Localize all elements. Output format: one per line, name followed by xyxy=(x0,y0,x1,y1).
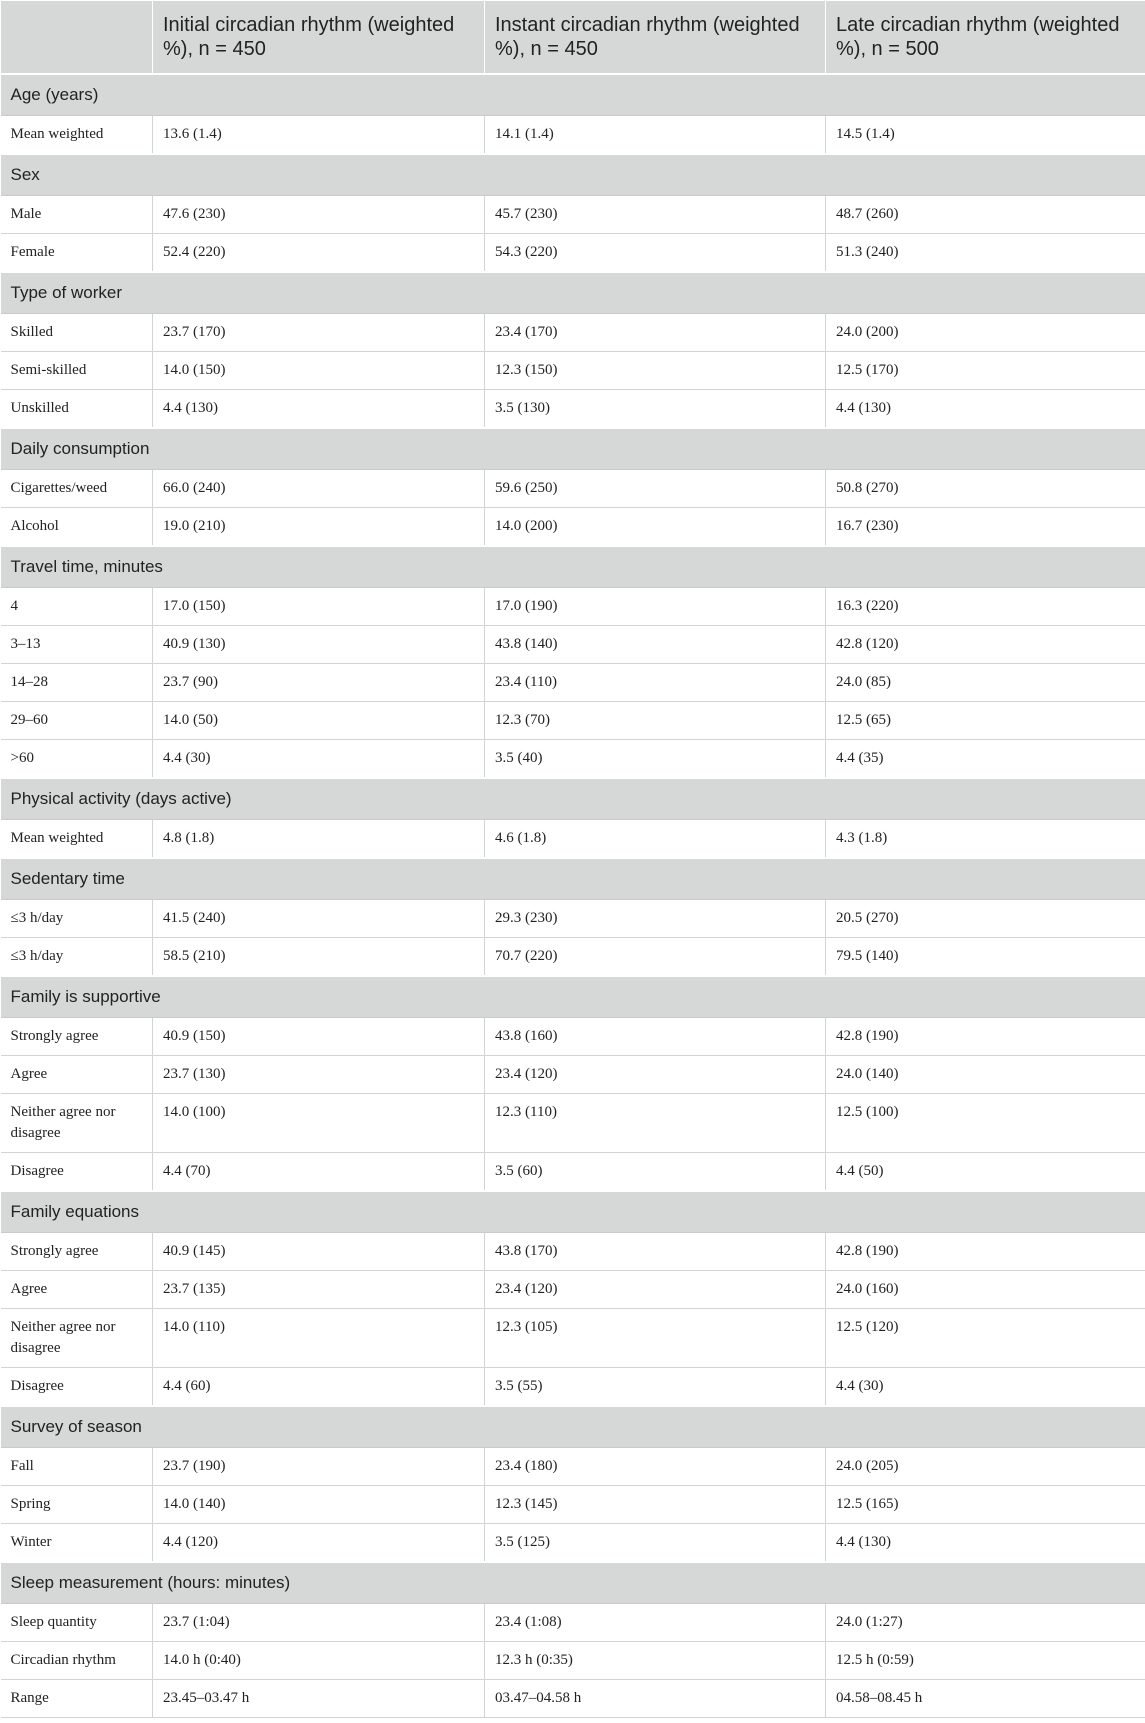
initial-value-cell: 4.4 (120) xyxy=(153,1524,485,1563)
late-value-cell: 12.5 (120) xyxy=(826,1309,1145,1368)
section-title: Family is supportive xyxy=(1,976,1145,1018)
row-label-cell: Strongly agree xyxy=(1,1233,153,1271)
row-label-cell: 4 xyxy=(1,588,153,626)
late-value-cell: 12.5 (65) xyxy=(826,702,1145,740)
row-label-cell: ≤3 h/day xyxy=(1,938,153,977)
section-header-row xyxy=(1,154,1145,196)
table-row xyxy=(1,1524,1145,1563)
initial-value-cell: 14.0 (110) xyxy=(153,1309,485,1368)
row-label-cell: Mean weighted xyxy=(1,820,153,859)
late-value-cell: 16.3 (220) xyxy=(826,588,1145,626)
instant-value-cell: 12.3 (105) xyxy=(485,1309,826,1368)
initial-value-cell: 4.4 (130) xyxy=(153,390,485,429)
initial-value-cell: 40.9 (150) xyxy=(153,1018,485,1056)
initial-value-cell: 47.6 (230) xyxy=(153,196,485,234)
section-header-row xyxy=(1,778,1145,820)
row-label-cell: Disagree xyxy=(1,1153,153,1192)
instant-value-cell: 45.7 (230) xyxy=(485,196,826,234)
section-header-row xyxy=(1,272,1145,314)
initial-value-cell: 40.9 (145) xyxy=(153,1233,485,1271)
late-value-cell: 79.5 (140) xyxy=(826,938,1145,977)
late-value-cell: 50.8 (270) xyxy=(826,470,1145,508)
row-label-cell: Skilled xyxy=(1,314,153,352)
section-title: Sedentary time xyxy=(1,858,1145,900)
section-title: Physical activity (days active) xyxy=(1,778,1145,820)
table-row xyxy=(1,626,1145,664)
table-row xyxy=(1,196,1145,234)
instant-value-cell: 12.3 (70) xyxy=(485,702,826,740)
table-body xyxy=(1,74,1145,1718)
instant-value-cell: 17.0 (190) xyxy=(485,588,826,626)
table-row xyxy=(1,508,1145,547)
initial-value-cell: 23.45–03.47 h xyxy=(153,1680,485,1718)
instant-value-cell: 12.3 (150) xyxy=(485,352,826,390)
late-value-cell: 24.0 (1:27) xyxy=(826,1604,1145,1642)
late-value-cell: 14.5 (1.4) xyxy=(826,116,1145,155)
late-value-cell: 48.7 (260) xyxy=(826,196,1145,234)
section-title: Type of worker xyxy=(1,272,1145,314)
instant-value-cell: 3.5 (55) xyxy=(485,1368,826,1407)
instant-value-cell: 23.4 (180) xyxy=(485,1448,826,1486)
instant-value-cell: 23.4 (170) xyxy=(485,314,826,352)
row-label-cell: >60 xyxy=(1,740,153,779)
initial-value-cell: 23.7 (90) xyxy=(153,664,485,702)
late-value-cell: 4.3 (1.8) xyxy=(826,820,1145,859)
late-value-cell: 4.4 (130) xyxy=(826,1524,1145,1563)
row-label-cell: Spring xyxy=(1,1486,153,1524)
late-value-cell: 4.4 (130) xyxy=(826,390,1145,429)
late-value-cell: 4.4 (50) xyxy=(826,1153,1145,1192)
header-cell-row-label xyxy=(1,1,153,75)
initial-value-cell: 14.0 (50) xyxy=(153,702,485,740)
table-row xyxy=(1,1271,1145,1309)
table-row xyxy=(1,820,1145,859)
late-value-cell: 51.3 (240) xyxy=(826,234,1145,273)
initial-value-cell: 14.0 (140) xyxy=(153,1486,485,1524)
section-header-row xyxy=(1,858,1145,900)
header-cell-instant: Instant circadian rhythm (weighted %), n = 450 xyxy=(485,1,826,75)
instant-value-cell: 54.3 (220) xyxy=(485,234,826,273)
table-row xyxy=(1,900,1145,938)
table-row xyxy=(1,1018,1145,1056)
section-header-row xyxy=(1,1562,1145,1604)
row-label-cell: Cigarettes/weed xyxy=(1,470,153,508)
table-row xyxy=(1,314,1145,352)
section-header-row xyxy=(1,428,1145,470)
header-cell-initial: Initial circadian rhythm (weighted %), n = 450 xyxy=(153,1,485,75)
instant-value-cell: 3.5 (130) xyxy=(485,390,826,429)
row-label-cell: Alcohol xyxy=(1,508,153,547)
row-label-cell: Agree xyxy=(1,1056,153,1094)
instant-value-cell: 59.6 (250) xyxy=(485,470,826,508)
row-label-cell: Strongly agree xyxy=(1,1018,153,1056)
table-row xyxy=(1,470,1145,508)
initial-value-cell: 17.0 (150) xyxy=(153,588,485,626)
table-row xyxy=(1,938,1145,977)
late-value-cell: 42.8 (190) xyxy=(826,1233,1145,1271)
row-label-cell: Semi-skilled xyxy=(1,352,153,390)
instant-value-cell: 70.7 (220) xyxy=(485,938,826,977)
late-value-cell: 16.7 (230) xyxy=(826,508,1145,547)
late-value-cell: 04.58–08.45 h xyxy=(826,1680,1145,1718)
section-title: Survey of season xyxy=(1,1406,1145,1448)
row-label-cell: Agree xyxy=(1,1271,153,1309)
initial-value-cell: 23.7 (1:04) xyxy=(153,1604,485,1642)
instant-value-cell: 43.8 (170) xyxy=(485,1233,826,1271)
initial-value-cell: 52.4 (220) xyxy=(153,234,485,273)
section-header-row xyxy=(1,976,1145,1018)
section-title: Travel time, minutes xyxy=(1,546,1145,588)
row-label-cell: Unskilled xyxy=(1,390,153,429)
row-label-cell: Neither agree nor disagree xyxy=(1,1094,153,1153)
initial-value-cell: 19.0 (210) xyxy=(153,508,485,547)
instant-value-cell: 14.1 (1.4) xyxy=(485,116,826,155)
table-row xyxy=(1,740,1145,779)
row-label-cell: 29–60 xyxy=(1,702,153,740)
table-row xyxy=(1,664,1145,702)
late-value-cell: 4.4 (30) xyxy=(826,1368,1145,1407)
initial-value-cell: 40.9 (130) xyxy=(153,626,485,664)
instant-value-cell: 12.3 (110) xyxy=(485,1094,826,1153)
header-row xyxy=(1,1,1145,75)
table-row xyxy=(1,702,1145,740)
section-title: Daily consumption xyxy=(1,428,1145,470)
instant-value-cell: 3.5 (125) xyxy=(485,1524,826,1563)
late-value-cell: 20.5 (270) xyxy=(826,900,1145,938)
row-label-cell: Female xyxy=(1,234,153,273)
table-row xyxy=(1,352,1145,390)
instant-value-cell: 14.0 (200) xyxy=(485,508,826,547)
row-label-cell: Range xyxy=(1,1680,153,1718)
row-label-cell: Disagree xyxy=(1,1368,153,1407)
table-row xyxy=(1,1056,1145,1094)
section-header-row xyxy=(1,1406,1145,1448)
instant-value-cell: 12.3 h (0:35) xyxy=(485,1642,826,1680)
instant-value-cell: 29.3 (230) xyxy=(485,900,826,938)
instant-value-cell: 43.8 (160) xyxy=(485,1018,826,1056)
late-value-cell: 12.5 h (0:59) xyxy=(826,1642,1145,1680)
row-label-cell: Neither agree nor disagree xyxy=(1,1309,153,1368)
late-value-cell: 42.8 (120) xyxy=(826,626,1145,664)
instant-value-cell: 03.47–04.58 h xyxy=(485,1680,826,1718)
initial-value-cell: 58.5 (210) xyxy=(153,938,485,977)
table-row xyxy=(1,1448,1145,1486)
row-label-cell: 14–28 xyxy=(1,664,153,702)
row-label-cell: Male xyxy=(1,196,153,234)
section-header-row xyxy=(1,74,1145,116)
section-title: Age (years) xyxy=(1,74,1145,116)
instant-value-cell: 43.8 (140) xyxy=(485,626,826,664)
section-title: Sex xyxy=(1,154,1145,196)
late-value-cell: 24.0 (140) xyxy=(826,1056,1145,1094)
initial-value-cell: 14.0 (150) xyxy=(153,352,485,390)
table-row xyxy=(1,1486,1145,1524)
initial-value-cell: 4.4 (70) xyxy=(153,1153,485,1192)
section-title: Sleep measurement (hours: minutes) xyxy=(1,1562,1145,1604)
instant-value-cell: 23.4 (110) xyxy=(485,664,826,702)
initial-value-cell: 23.7 (130) xyxy=(153,1056,485,1094)
initial-value-cell: 66.0 (240) xyxy=(153,470,485,508)
initial-value-cell: 4.4 (60) xyxy=(153,1368,485,1407)
row-label-cell: Fall xyxy=(1,1448,153,1486)
late-value-cell: 12.5 (165) xyxy=(826,1486,1145,1524)
late-value-cell: 24.0 (205) xyxy=(826,1448,1145,1486)
instant-value-cell: 4.6 (1.8) xyxy=(485,820,826,859)
table-row xyxy=(1,1233,1145,1271)
row-label-cell: 3–13 xyxy=(1,626,153,664)
section-title: Family equations xyxy=(1,1191,1145,1233)
initial-value-cell: 4.4 (30) xyxy=(153,740,485,779)
row-label-cell: Winter xyxy=(1,1524,153,1563)
instant-value-cell: 23.4 (120) xyxy=(485,1271,826,1309)
table-row xyxy=(1,234,1145,273)
table-row xyxy=(1,1153,1145,1192)
initial-value-cell: 13.6 (1.4) xyxy=(153,116,485,155)
row-label-cell: Circadian rhythm xyxy=(1,1642,153,1680)
table-header xyxy=(1,1,1145,75)
row-label-cell: ≤3 h/day xyxy=(1,900,153,938)
initial-value-cell: 23.7 (135) xyxy=(153,1271,485,1309)
late-value-cell: 4.4 (35) xyxy=(826,740,1145,779)
table-row xyxy=(1,1604,1145,1642)
section-header-row xyxy=(1,1191,1145,1233)
initial-value-cell: 14.0 (100) xyxy=(153,1094,485,1153)
instant-value-cell: 23.4 (120) xyxy=(485,1056,826,1094)
table-row xyxy=(1,116,1145,155)
initial-value-cell: 23.7 (170) xyxy=(153,314,485,352)
instant-value-cell: 3.5 (60) xyxy=(485,1153,826,1192)
table-row xyxy=(1,1094,1145,1153)
table-row xyxy=(1,1642,1145,1680)
initial-value-cell: 23.7 (190) xyxy=(153,1448,485,1486)
section-header-row xyxy=(1,546,1145,588)
table-row xyxy=(1,1368,1145,1407)
table-row xyxy=(1,1309,1145,1368)
initial-value-cell: 4.8 (1.8) xyxy=(153,820,485,859)
row-label-cell: Mean weighted xyxy=(1,116,153,155)
instant-value-cell: 23.4 (1:08) xyxy=(485,1604,826,1642)
late-value-cell: 12.5 (100) xyxy=(826,1094,1145,1153)
late-value-cell: 24.0 (85) xyxy=(826,664,1145,702)
late-value-cell: 42.8 (190) xyxy=(826,1018,1145,1056)
late-value-cell: 24.0 (160) xyxy=(826,1271,1145,1309)
header-cell-late: Late circadian rhythm (weighted %), n = 500 xyxy=(826,1,1145,75)
table-row xyxy=(1,390,1145,429)
table-row xyxy=(1,588,1145,626)
late-value-cell: 24.0 (200) xyxy=(826,314,1145,352)
instant-value-cell: 12.3 (145) xyxy=(485,1486,826,1524)
instant-value-cell: 3.5 (40) xyxy=(485,740,826,779)
row-label-cell: Sleep quantity xyxy=(1,1604,153,1642)
table-row xyxy=(1,1680,1145,1718)
late-value-cell: 12.5 (170) xyxy=(826,352,1145,390)
initial-value-cell: 14.0 h (0:40) xyxy=(153,1642,485,1680)
initial-value-cell: 41.5 (240) xyxy=(153,900,485,938)
